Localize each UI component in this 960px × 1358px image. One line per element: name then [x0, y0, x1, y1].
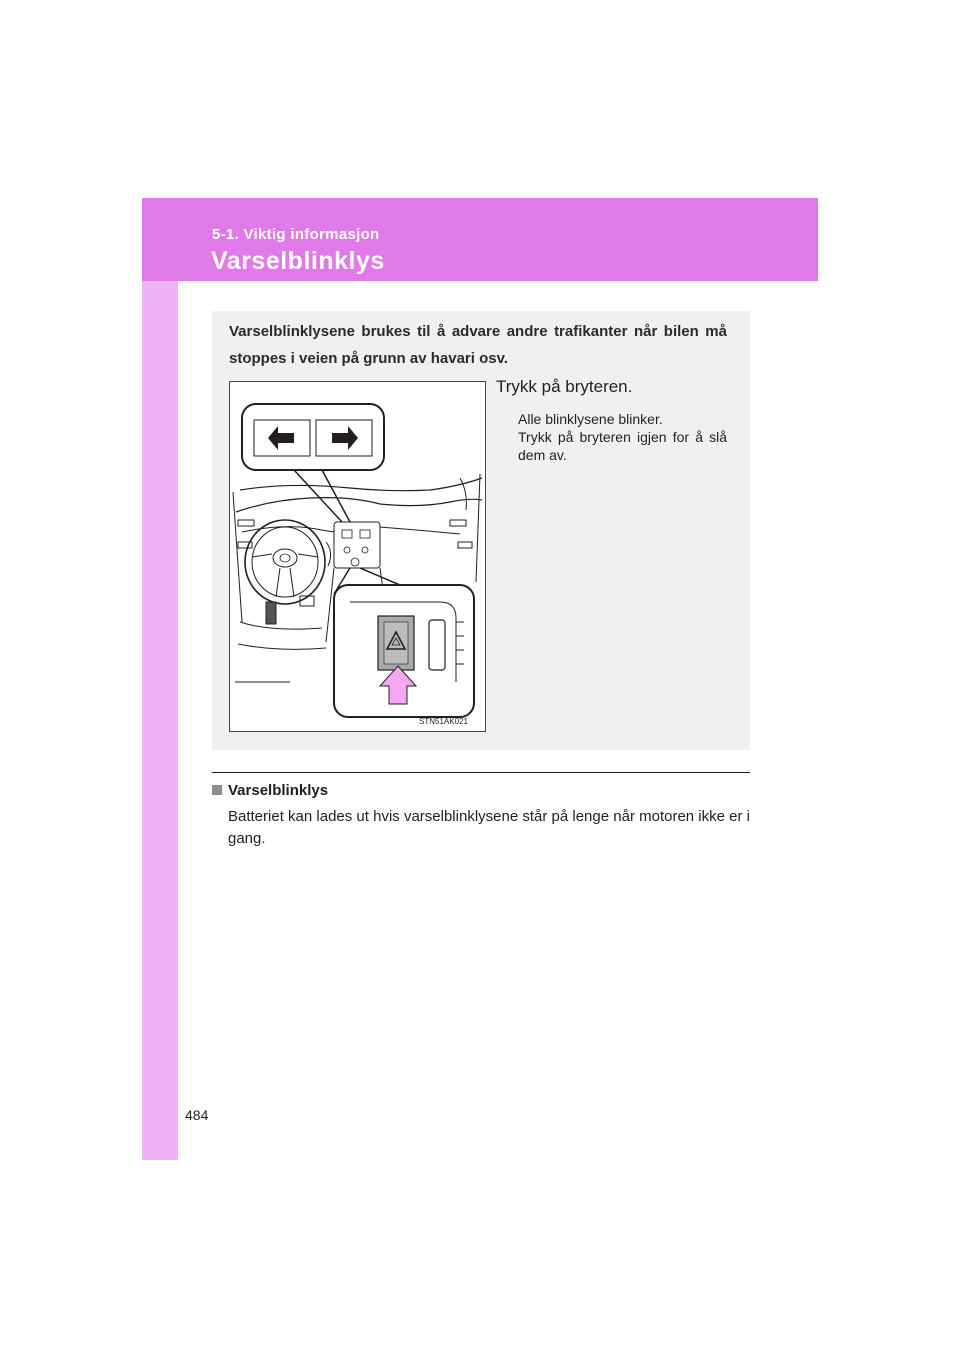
note-heading — [212, 782, 328, 799]
page-number: 484 — [185, 1107, 209, 1123]
intro-text: Varselblinklysene brukes til å advare andre trafikanter når bilen må stoppes i veien på grunn av havari osv. — [229, 323, 727, 367]
step-title: Trykk på bryteren. — [496, 377, 633, 396]
step-description — [518, 410, 727, 464]
figure-code: STN51AK021 — [419, 717, 468, 726]
note-heading-text: Varselblinklys — [228, 782, 329, 799]
dashboard-illustration — [229, 381, 486, 732]
note-body: Batteriet kan lades ut hvis varselblinklysene står på lenge når motoren ikke er i gang. — [228, 808, 750, 847]
divider — [212, 772, 750, 773]
step-line-1: Alle blinklysene blinker. — [518, 411, 663, 427]
square-bullet-icon — [212, 785, 222, 795]
dashboard-drawing — [230, 382, 485, 731]
side-strip — [142, 198, 178, 1160]
page-title: Varselblinklys — [211, 247, 385, 275]
section-label: 5-1. Viktig informasjon — [212, 226, 380, 243]
step-line-2: Trykk på bryteren igjen for å slå dem av. — [518, 429, 727, 463]
